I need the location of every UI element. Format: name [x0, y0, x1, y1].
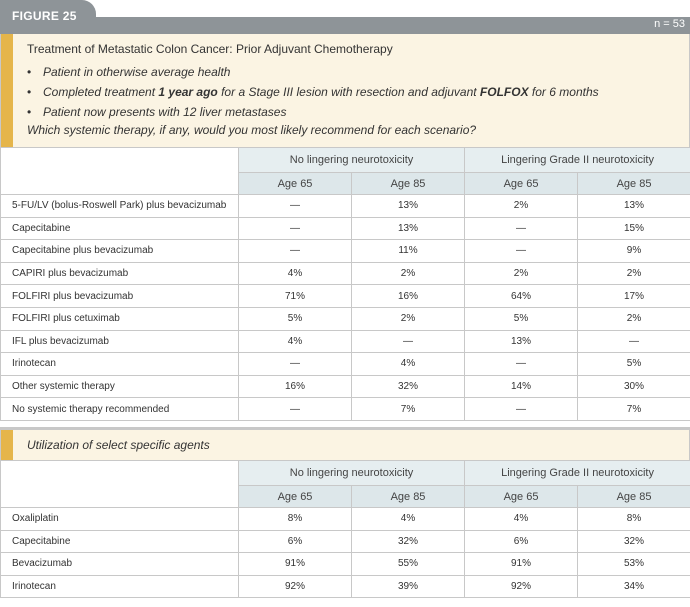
value-cell: 2%	[578, 307, 690, 330]
value-cell: 17%	[578, 285, 690, 308]
figure-header	[0, 0, 690, 34]
value-cell: 32%	[352, 375, 465, 398]
figure-bar	[0, 17, 690, 34]
bullet-item: • Patient now presents with 12 liver metastases	[27, 102, 599, 122]
value-cell: 30%	[578, 375, 690, 398]
agents-table	[0, 460, 690, 598]
value-cell: 16%	[239, 375, 352, 398]
group-header: Lingering Grade II neurotoxicity	[465, 148, 690, 173]
scenario-title: Treatment of Metastatic Colon Cancer: Prior Adjuvant Chemotherapy	[27, 42, 393, 56]
row-label: Irinotecan	[1, 353, 239, 376]
table-row	[1, 240, 690, 263]
table-row	[1, 285, 690, 308]
figure-tab	[0, 0, 96, 34]
row-label: Other systemic therapy	[1, 375, 239, 398]
table-row	[1, 398, 690, 421]
value-cell: 32%	[578, 530, 690, 553]
table-row	[1, 217, 690, 240]
value-cell: 7%	[352, 398, 465, 421]
value-cell: 13%	[578, 195, 690, 218]
row-label: CAPIRI plus bevacizumab	[1, 262, 239, 285]
table-row	[1, 195, 690, 218]
value-cell: 4%	[352, 353, 465, 376]
value-cell: 6%	[465, 530, 578, 553]
bullet-item: • Patient in otherwise average health	[27, 62, 599, 82]
age-header: Age 65	[239, 173, 352, 195]
value-cell: 91%	[465, 553, 578, 576]
value-cell: 4%	[239, 262, 352, 285]
row-label: 5-FU/LV (bolus-Roswell Park) plus bevacizumab	[1, 195, 239, 218]
row-label: Irinotecan	[1, 575, 239, 598]
accent-bar	[1, 430, 13, 460]
value-cell: 64%	[465, 285, 578, 308]
figure-label: FIGURE 25	[12, 9, 77, 23]
value-cell: 2%	[352, 262, 465, 285]
value-cell: —	[239, 217, 352, 240]
sample-size: n = 53	[654, 18, 685, 30]
value-cell: —	[239, 240, 352, 263]
age-header: Age 65	[239, 486, 352, 508]
value-cell: —	[352, 330, 465, 353]
value-cell: 6%	[239, 530, 352, 553]
row-label: IFL plus bevacizumab	[1, 330, 239, 353]
value-cell: 9%	[578, 240, 690, 263]
scenario-bullets	[27, 62, 599, 122]
value-cell: 39%	[352, 575, 465, 598]
value-cell: 2%	[578, 262, 690, 285]
table-row	[1, 508, 690, 531]
table-row	[1, 330, 690, 353]
age-header: Age 85	[578, 173, 690, 195]
value-cell: 2%	[465, 262, 578, 285]
section-header	[0, 427, 690, 460]
table-row	[1, 553, 690, 576]
value-cell: 8%	[578, 508, 690, 531]
value-cell: 13%	[465, 330, 578, 353]
row-label: Oxaliplatin	[1, 508, 239, 531]
group-header: No lingering neurotoxicity	[239, 148, 465, 173]
value-cell: 34%	[578, 575, 690, 598]
value-cell: 14%	[465, 375, 578, 398]
group-header: Lingering Grade II neurotoxicity	[465, 461, 690, 486]
value-cell: —	[465, 353, 578, 376]
corner-cell	[1, 148, 239, 195]
value-cell: 8%	[239, 508, 352, 531]
value-cell: 15%	[578, 217, 690, 240]
group-header: No lingering neurotoxicity	[239, 461, 465, 486]
corner-cell	[1, 461, 239, 508]
value-cell: —	[465, 217, 578, 240]
table-row	[1, 353, 690, 376]
row-label: Capecitabine	[1, 217, 239, 240]
age-header: Age 65	[465, 173, 578, 195]
table-row	[1, 307, 690, 330]
age-header: Age 65	[465, 486, 578, 508]
row-label: FOLFIRI plus bevacizumab	[1, 285, 239, 308]
age-header: Age 85	[352, 486, 465, 508]
recommendation-table	[0, 147, 690, 421]
value-cell: —	[239, 353, 352, 376]
value-cell: 92%	[239, 575, 352, 598]
value-cell: 4%	[465, 508, 578, 531]
value-cell: 13%	[352, 217, 465, 240]
value-cell: 53%	[578, 553, 690, 576]
value-cell: 55%	[352, 553, 465, 576]
value-cell: 4%	[239, 330, 352, 353]
section-title: Utilization of select specific agents	[27, 438, 210, 452]
value-cell: —	[239, 195, 352, 218]
value-cell: 5%	[578, 353, 690, 376]
table-row	[1, 262, 690, 285]
row-label: Capecitabine plus bevacizumab	[1, 240, 239, 263]
value-cell: —	[239, 398, 352, 421]
value-cell: 7%	[578, 398, 690, 421]
row-label: Capecitabine	[1, 530, 239, 553]
age-header: Age 85	[578, 486, 690, 508]
value-cell: 92%	[465, 575, 578, 598]
age-header: Age 85	[352, 173, 465, 195]
bullet-icon: •	[27, 65, 32, 79]
value-cell: 32%	[352, 530, 465, 553]
row-label: FOLFIRI plus cetuximab	[1, 307, 239, 330]
value-cell: 91%	[239, 553, 352, 576]
scenario-header	[0, 34, 690, 147]
value-cell: —	[465, 240, 578, 263]
value-cell: 2%	[352, 307, 465, 330]
scenario-question: Which systemic therapy, if any, would you most likely recommend for each scenario?	[27, 123, 477, 137]
table-row	[1, 575, 690, 598]
value-cell: 2%	[465, 195, 578, 218]
value-cell: —	[465, 398, 578, 421]
value-cell: 71%	[239, 285, 352, 308]
table-row	[1, 375, 690, 398]
value-cell: 5%	[465, 307, 578, 330]
value-cell: 5%	[239, 307, 352, 330]
bullet-icon: •	[27, 85, 32, 99]
value-cell: 11%	[352, 240, 465, 263]
row-label: Bevacizumab	[1, 553, 239, 576]
value-cell: 16%	[352, 285, 465, 308]
bullet-icon: •	[27, 105, 32, 119]
row-label: No systemic therapy recommended	[1, 398, 239, 421]
value-cell: 13%	[352, 195, 465, 218]
accent-bar	[1, 34, 13, 147]
table-row	[1, 530, 690, 553]
bullet-item: • Completed treatment 1 year ago for a Stage III lesion with resection and adjuvant FOLFOX for 6 months	[27, 82, 599, 102]
value-cell: —	[578, 330, 690, 353]
value-cell: 4%	[352, 508, 465, 531]
